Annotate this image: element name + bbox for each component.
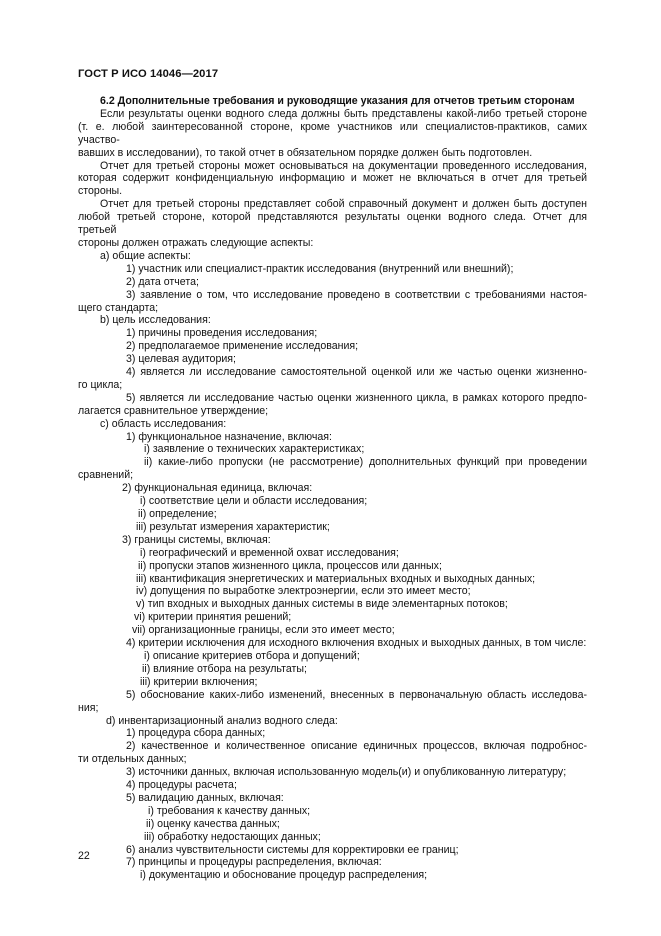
text-line: i) заявление о технических характеристиках; <box>144 443 365 456</box>
page-number: 22 <box>78 850 90 862</box>
text-line: i) требования к качеству данных; <box>148 804 311 817</box>
text-line: i) соответствие цели и области исследования; <box>140 495 368 508</box>
text-line: a) общие аспекты: <box>100 249 191 262</box>
text-line: 1) участник или специалист-практик исследования (внутренний или внешний); <box>126 262 514 275</box>
text-line: сравнений; <box>78 469 134 482</box>
document-header: ГОСТ Р ИСО 14046—2017 <box>78 68 219 80</box>
text-line: 4) является ли исследование самостоятельной оценкой или же частью оценки жизненно- <box>126 366 587 379</box>
text-line: 3) заявление о том, что исследование проведено в соответствии с требованиями настоя- <box>126 288 587 301</box>
text-line: 2) предполагаемое применение исследования; <box>126 340 359 353</box>
text-line: 4) процедуры расчета; <box>126 779 237 792</box>
text-line: 2) функциональная единица, включая: <box>122 482 313 495</box>
section-body <box>78 95 587 882</box>
text-line: Если результаты оценки водного следа должны быть представлены какой-либо третьей стороне <box>100 107 587 120</box>
text-line: 3) целевая аудитория; <box>126 353 236 366</box>
text-line: vi) критерии принятия решений; <box>134 611 292 624</box>
text-line: которая содержит конфиденциальную информацию и может не включаться в отчет для третьей стороны. <box>78 172 587 198</box>
text-line: го цикла; <box>78 378 123 391</box>
text-line: iii) обработку недостающих данных; <box>144 830 321 843</box>
text-line: любой третьей стороне, которой представляются результаты оценки водного следа. Отчет для третьей <box>78 211 587 237</box>
text-line: d) инвентаризационный анализ водного следа: <box>106 714 338 727</box>
text-line: (т. е. любой заинтересованной стороне, кроме участников или специалистов-практиков, самих участво- <box>78 120 587 146</box>
text-line: c) область исследования: <box>100 417 227 430</box>
text-line: 6) анализ чувствительности системы для корректировки ее границ; <box>126 843 459 856</box>
text-line: щего стандарта; <box>78 301 159 314</box>
text-line: ii) влияние отбора на результаты; <box>142 662 307 675</box>
text-lines <box>78 108 587 882</box>
text-line: 5) обоснование каких-либо изменений, внесенных в первоначальную область исследова- <box>126 688 587 701</box>
text-line: iii) результат измерения характеристик; <box>136 520 330 533</box>
text-line: ii) пропуски этапов жизненного цикла, процессов или данных; <box>138 559 442 572</box>
text-line: ii) оценку качества данных; <box>146 817 280 830</box>
text-line: 1) функциональное назначение, включая: <box>126 430 332 443</box>
text-line: 7) принципы и процедуры распределения, включая: <box>126 856 382 869</box>
text-line: ти отдельных данных; <box>78 753 187 766</box>
text-line: i) описание критериев отбора и допущений; <box>144 649 360 662</box>
text-line: 1) причины проведения исследования; <box>126 327 318 340</box>
text-line: iii) квантификация энергетических и материальных входных и выходных данных; <box>136 572 536 585</box>
text-line: ii) какие-либо пропуски (не рассмотрение) дополнительных функций при проведении <box>144 456 587 469</box>
section-heading: 6.2 Дополнительные требования и руководящие указания для отчетов третьим сторонам <box>100 95 575 107</box>
text-line: iv) допущения по выработке электроэнергии, если это имеет место; <box>136 585 471 598</box>
text-line: b) цель исследования: <box>100 314 211 327</box>
text-line: v) тип входных и выходных данных системы в виде элементарных потоков; <box>136 598 508 611</box>
text-line: Отчет для третьей стороны представляет собой справочный документ и должен быть доступен <box>100 198 587 211</box>
text-line: стороны должен отражать следующие аспекты: <box>78 236 314 249</box>
text-line: iii) критерии включения; <box>140 675 258 688</box>
text-line: лагается сравнительное утверждение; <box>78 404 269 417</box>
text-line: 2) качественное и количественное описание единичных процессов, включая подробнос- <box>126 740 587 753</box>
text-line: 5) является ли исследование частью оценки жизненного цикла, в рамках которого предпо- <box>126 391 587 404</box>
text-line: ния; <box>78 701 99 714</box>
text-line: ii) определение; <box>138 508 217 520</box>
text-line: i) документацию и обоснование процедур распределения; <box>140 869 428 882</box>
text-line: 3) границы системы, включая: <box>122 533 271 546</box>
text-line: 3) источники данных, включая использованную модель(и) и опубликованную литературу; <box>126 766 567 779</box>
text-line: 5) валидацию данных, включая: <box>126 791 284 804</box>
text-line: vii) организационные границы, если это имеет место; <box>132 624 395 637</box>
text-line: 2) дата отчета; <box>126 275 199 288</box>
text-line: 1) процедура сбора данных; <box>126 727 266 740</box>
text-line: вавших в исследовании), то такой отчет в обязательном порядке должен быть подготовлен. <box>78 146 533 159</box>
text-line: i) географический и временной охват исследования; <box>140 546 399 559</box>
text-line: Отчет для третьей стороны может основываться на документации проведенного исследования, <box>100 159 587 172</box>
text-line: 4) критерии исключения для исходного включения входных и выходных данных, в том числе: <box>126 637 587 650</box>
